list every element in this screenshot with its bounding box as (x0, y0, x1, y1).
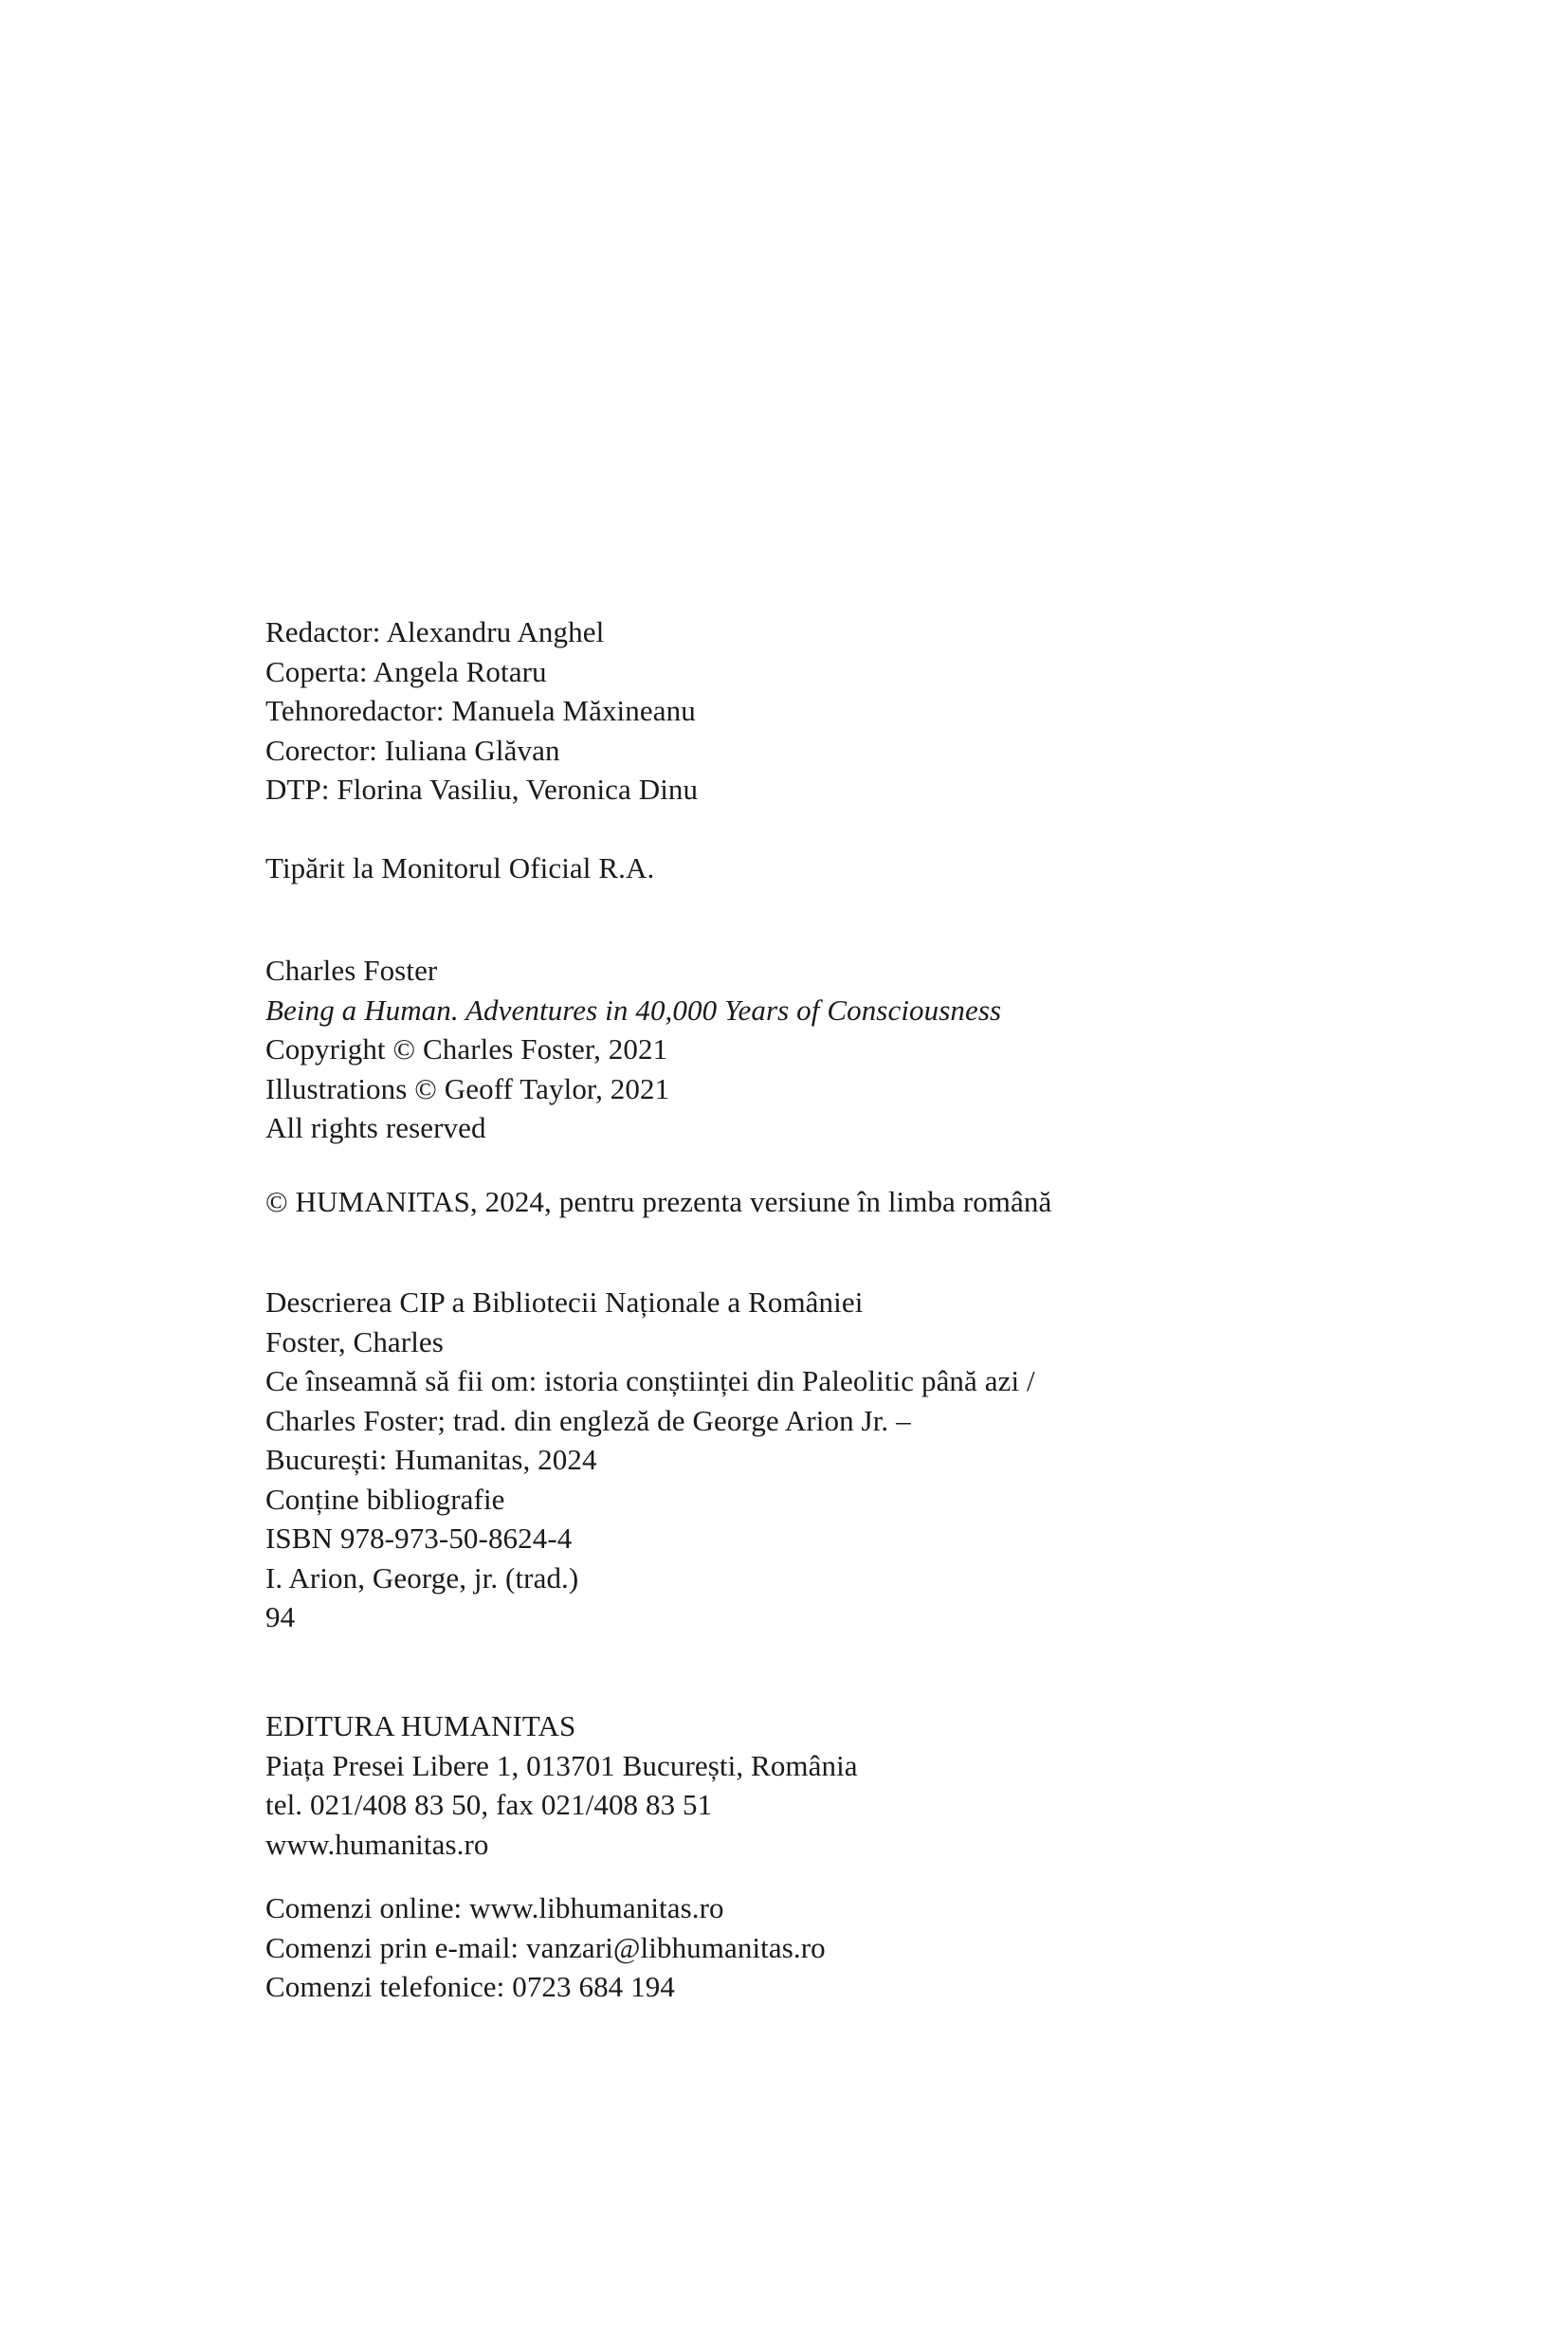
cip-isbn: ISBN 978-973-50-8624-4 (265, 1522, 573, 1555)
credit-dtp: DTP: Florina Vasiliu, Veronica Dinu (265, 773, 699, 806)
orders-email: Comenzi prin e-mail: vanzari@libhumanitas.ro (265, 1930, 826, 1964)
rights-reserved: All rights reserved (265, 1111, 486, 1144)
publisher-name: EDITURA HUMANITAS (265, 1709, 576, 1742)
credit-cover: Coperta: Angela Rotaru (265, 654, 547, 688)
original-copyright: Copyright © Charles Foster, 2021 (265, 1032, 668, 1066)
printer-block (265, 848, 1403, 888)
cip-block (265, 1283, 1403, 1637)
credit-technical-editor: Tehnoredactor: Manuela Măxineanu (265, 694, 696, 727)
publisher-block (265, 1706, 1403, 1864)
illustrations-copyright: Illustrations © Geoff Taylor, 2021 (265, 1071, 670, 1105)
publisher-website: www.humanitas.ro (265, 1827, 489, 1861)
orders-phone: Comenzi telefonice: 0723 684 194 (265, 1970, 675, 2003)
publisher-address: Piața Presei Libere 1, 013701 București, România (265, 1748, 858, 1782)
cip-author: Foster, Charles (265, 1324, 444, 1358)
credit-proofreader: Corector: Iuliana Glăvan (265, 733, 560, 767)
romanian-copyright: © HUMANITAS, 2024, pentru prezenta versiune în limba română (265, 1185, 1052, 1218)
cip-translation: Charles Foster; trad. din engleză de George Arion Jr. – (265, 1403, 911, 1437)
original-author: Charles Foster (265, 954, 438, 987)
cip-heading: Descrierea CIP a Bibliotecii Naționale a României (265, 1285, 864, 1319)
original-title: Being a Human. Adventures in 40,000 Years of Consciousness (265, 993, 1002, 1027)
orders-online: Comenzi online: www.libhumanitas.ro (265, 1891, 724, 1924)
printer-line: Tipărit la Monitorul Oficial R.A. (265, 851, 655, 884)
publisher-phone: tel. 021/408 83 50, fax 021/408 83 51 (265, 1788, 713, 1821)
cip-translator: I. Arion, George, jr. (trad.) (265, 1560, 579, 1595)
credit-editor: Redactor: Alexandru Anghel (265, 615, 605, 648)
original-edition-block (265, 951, 1403, 1148)
credits-block (265, 612, 1403, 810)
romanian-copyright-block (265, 1182, 1403, 1222)
cip-title: Ce înseamnă să fii om: istoria conștiinței din Paleolitic până azi / (265, 1364, 1035, 1397)
orders-block (265, 1888, 1403, 2007)
cip-classification: 94 (265, 1600, 296, 1633)
cip-bibliography: Conține bibliografie (265, 1482, 505, 1516)
cip-imprint: București: Humanitas, 2024 (265, 1443, 597, 1476)
